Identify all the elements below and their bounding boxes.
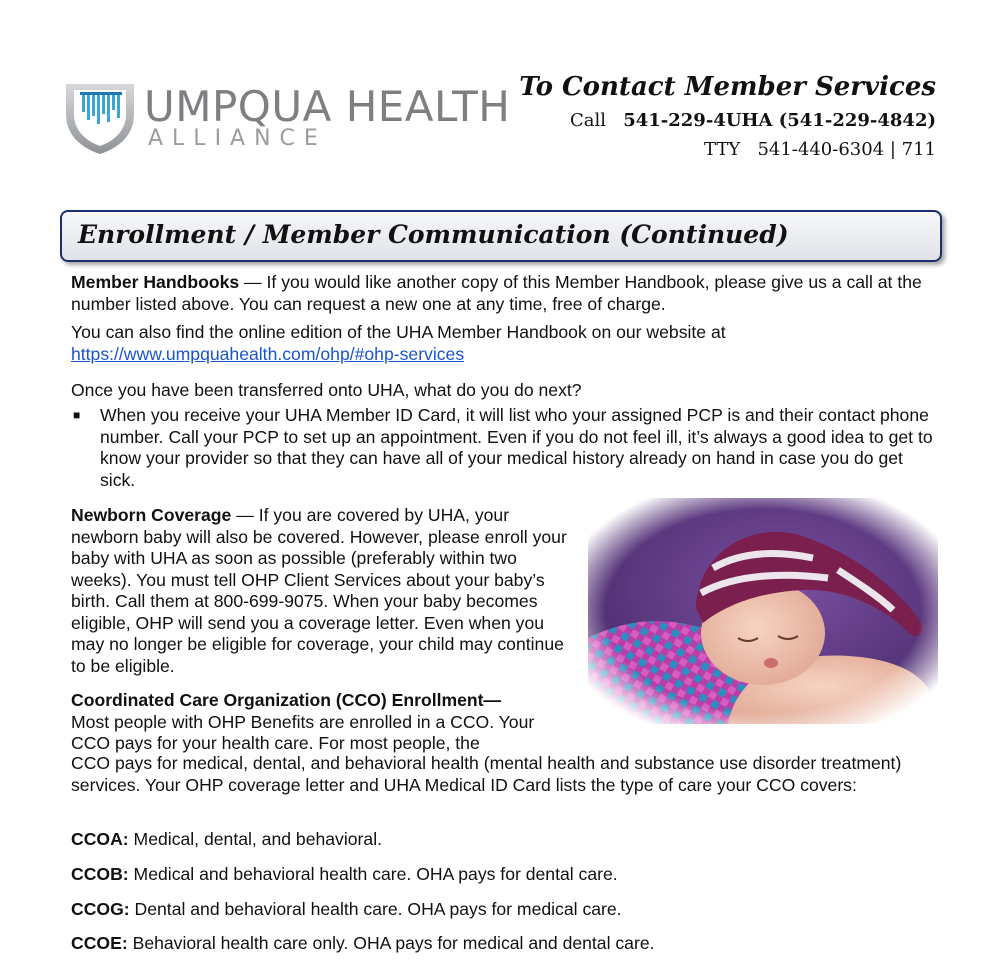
newborn-heading: Newborn Coverage (71, 505, 232, 525)
section-title: Enrollment / Member Communication (Continued) (78, 220, 789, 249)
call-label: Call (570, 110, 607, 131)
cco-item (71, 864, 618, 885)
handbook-url-link[interactable]: https://www.umpquahealth.com/ohp/#ohp-services (71, 343, 465, 364)
cco-text-narrow: Most people with OHP Benefits are enrolled in a CCO. Your CCO pays for your health care. For most people, the (71, 711, 535, 753)
shield-logo-icon (62, 80, 138, 156)
cco-desc: Dental and behavioral health care. OHA pays for medical care. (129, 899, 622, 919)
cco-code: CCOB: (71, 864, 129, 884)
section-banner (60, 210, 942, 262)
online-paragraph (71, 322, 941, 365)
newborn-paragraph (71, 505, 571, 677)
handbooks-heading: Member Handbooks (71, 272, 240, 292)
call-line (519, 110, 936, 131)
logo-subtitle: ALLIANCE (148, 126, 327, 151)
cco-code: CCOE: (71, 933, 128, 953)
tty-label: TTY (704, 139, 741, 160)
cco-desc: Behavioral health care only. OHA pays for medical and dental care. (127, 933, 655, 953)
online-text: You can also find the online edition of the UHA Member Handbook on our website at (71, 322, 726, 342)
next-steps-bullet: When you receive your UHA Member ID Card, it will list who your assigned PCP is and their contact phone number. Call your PCP to set up an appointment. Even if you do not feel ill, it’s always a good idea to get to know your provider so that they can have all of your medical history already on hand in case you do get sick. (100, 405, 933, 490)
tty-line (519, 139, 936, 160)
handbooks-paragraph (71, 272, 941, 315)
logo-name: UMPQUA HEALTH (144, 82, 511, 131)
cco-item (71, 899, 622, 920)
cco-heading: Coordinated Care Organization (CCO) Enrollment— (71, 690, 502, 710)
cco-code: CCOA: (71, 829, 129, 849)
handbooks-text: — If you would like another copy of this Member Handbook, please give us a call at the number listed above. You can request a new one at any time, free of charge. (71, 272, 922, 314)
square-bullet-icon: ■ (73, 408, 81, 422)
cco-text-wide: CCO pays for medical, dental, and behavioral health (mental health and substance use disorder treatment) services. Your OHP coverage letter and UHA Medical ID Card lists the type of care your CCO covers: (71, 753, 902, 795)
newborn-text: — If you are covered by UHA, your newborn baby will also be covered. However, please enroll your baby with UHA as soon as possible (preferably within two weeks). You must tell OHP Client Services about your baby’s birth. Call them at 800-699-9075. When your baby becomes eligible, OHP will send you a coverage letter. Even when you may no longer be eligible for coverage, your child may continue to be eligible. (71, 505, 567, 676)
sleeping-baby-photo (588, 498, 938, 724)
contact-block (519, 72, 936, 160)
call-number[interactable]: 541-229-4UHA (541-229-4842) (623, 110, 936, 131)
cco-item (71, 933, 655, 954)
cco-paragraph-top (71, 690, 571, 755)
cco-desc: Medical and behavioral health care. OHA pays for dental care. (128, 864, 618, 884)
cco-desc: Medical, dental, and behavioral. (128, 829, 382, 849)
cco-item (71, 829, 382, 850)
next-steps-question: Once you have been transferred onto UHA, what do you do next? (71, 380, 582, 400)
tty-number[interactable]: 541-440-6304 | 711 (757, 139, 936, 160)
uha-logo (62, 80, 522, 160)
contact-title: To Contact Member Services (519, 72, 936, 102)
cco-code: CCOG: (71, 899, 130, 919)
